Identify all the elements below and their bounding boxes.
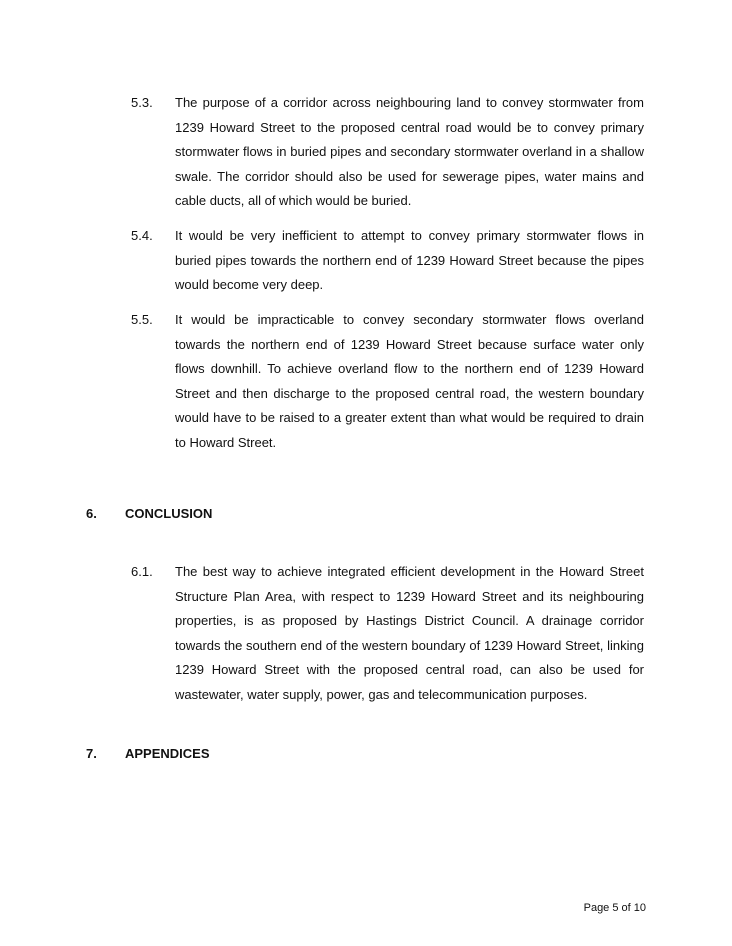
section-number: 7. xyxy=(86,746,97,761)
paragraph-6-1 xyxy=(131,560,644,708)
paragraph-5-4 xyxy=(131,224,644,298)
section-number: 6. xyxy=(86,506,97,521)
paragraph-text: The best way to achieve integrated efficient development in the Howard Street Structure Plan Area, with respect to 1239 Howard Street and its neighbouring properties, is as proposed by Hastings District Council. A drainage corridor towards the southern end of the western boundary of 1239 Howard Street, linking 1239 Howard Street with the proposed central road, can also be used for wastewater, water supply, power, gas and telecommunication purposes. xyxy=(175,564,644,702)
paragraph-text: The purpose of a corridor across neighbouring land to convey stormwater from 1239 Howard Street to the proposed central road would be to convey primary stormwater flows in buried pipes and secondary stormwater overland in a shallow swale. The corridor should also be used for sewerage pipes, water mains and cable ducts, all of which would be buried. xyxy=(175,95,644,209)
page-number: Page 5 of 10 xyxy=(583,902,646,914)
paragraph-text: It would be impracticable to convey secondary stormwater flows overland towards the northern end of 1239 Howard Street because surface water only flows downhill. To achieve overland flow to the northern end of 1239 Howard Street and then discharge to the proposed central road, the western boundary would have to be raised to a greater extent than what would be required to drain to Howard Street. xyxy=(175,312,644,450)
paragraph-text: It would be very inefficient to attempt to convey primary stormwater flows in buried pipes towards the northern end of 1239 Howard Street because the pipes would become very deep. xyxy=(175,228,644,293)
paragraph-5-3 xyxy=(131,91,644,214)
paragraph-5-5 xyxy=(131,308,644,456)
paragraph-number: 5.3. xyxy=(131,95,153,110)
paragraph-number: 6.1. xyxy=(131,564,153,579)
paragraph-number: 5.4. xyxy=(131,228,153,243)
paragraph-number: 5.5. xyxy=(131,312,153,327)
section-title: APPENDICES xyxy=(125,746,210,761)
section-title: CONCLUSION xyxy=(125,506,213,521)
